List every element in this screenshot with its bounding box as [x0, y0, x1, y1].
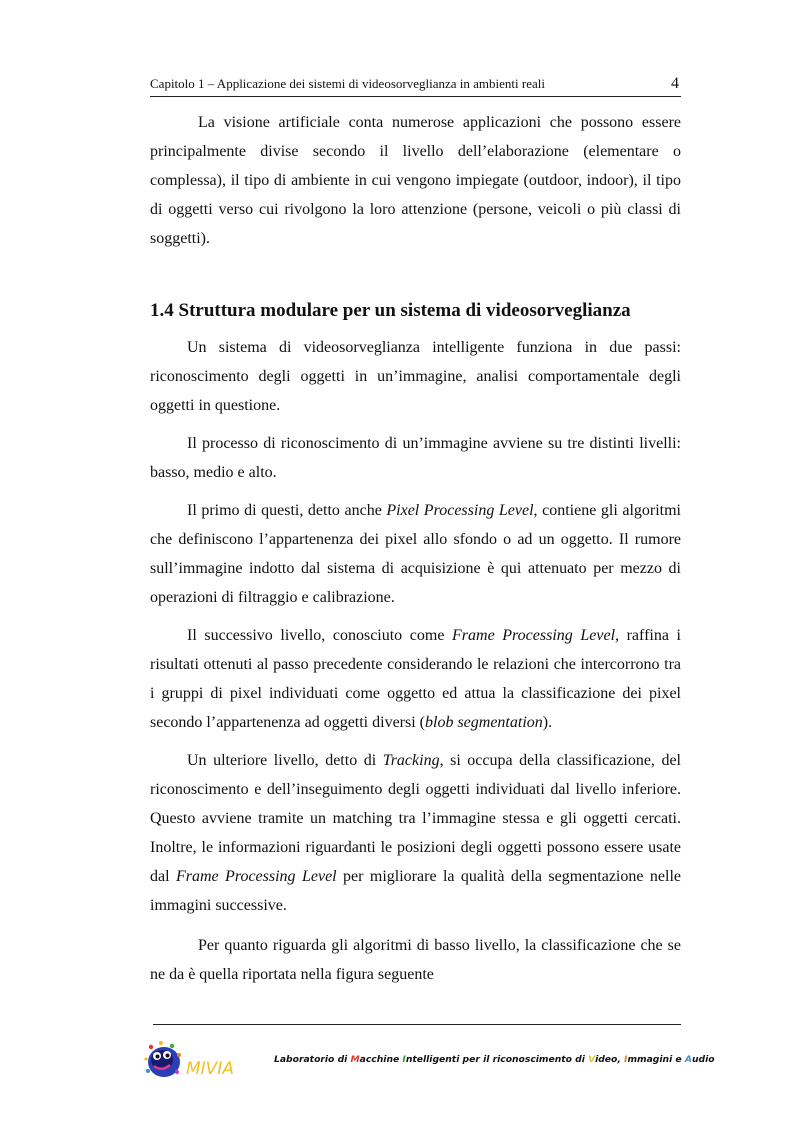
text-run: Il primo di questi, detto anche	[187, 502, 387, 519]
text-run: Il successivo livello, conosciuto come	[187, 627, 453, 644]
paragraph-two-steps: Un sistema di videosorveglianza intelligente funziona in due passi: riconoscimento degli oggetti in un’immagine, analisi comportamentale degli oggetti in questione.	[150, 339, 681, 414]
mivia-logo-icon	[142, 1038, 247, 1082]
term-frame-processing-level: Frame Processing Level	[452, 627, 616, 644]
paragraph-pixel-level	[150, 496, 681, 612]
text-run: per migliorare la qualità della segmentazione nelle immagini successive.	[150, 868, 681, 914]
paragraph-frame-level	[150, 621, 681, 737]
section-heading: 1.4 Struttura modulare per un sistema di videosorveglianza	[150, 300, 631, 321]
paragraph-intro: La visione artificiale conta numerose applicazioni che possono essere principalmente divise secondo il livello dell’elaborazione (elementare o complessa), il tipo di ambiente in cui vengono impiegate (outdoor, indoor), il tipo di oggetti verso cui rivolgono la loro attenzione (persone, veicoli o più classi di soggetti).	[150, 114, 681, 247]
paragraph-tracking	[150, 746, 681, 920]
text-run: , contiene gli algoritmi che definiscono l’appartenenza dei pixel allo sfondo o ad un oggetto. Il rumore sull’immagine indotto dal sistema di acquisizione è qui attenuato per mezzo di operazioni di filtraggio e calibrazione.	[150, 502, 681, 606]
term-frame-processing-level: Frame Processing Level	[175, 868, 337, 885]
term-tracking: Tracking	[382, 752, 440, 769]
page-header	[150, 76, 681, 97]
mivia-logo	[142, 1038, 247, 1082]
term-blob-segmentation: blob segmentation	[425, 714, 543, 731]
laboratory-name-part: I	[402, 1054, 406, 1065]
laboratory-name-part: M	[350, 1054, 360, 1065]
text-run: ).	[542, 714, 553, 731]
term-pixel-processing-level: Pixel Processing Level	[386, 502, 534, 519]
paragraph-three-levels: Il processo di riconoscimento di un’immagine avviene su tre distinti livelli: basso, medio e alto.	[150, 435, 681, 481]
text-run: Un ulteriore livello, detto di	[187, 752, 383, 769]
laboratory-name-part: acchine	[359, 1054, 403, 1065]
chapter-title: Capitolo 1 – Applicazione dei sistemi di videosorveglianza in ambienti reali	[150, 76, 545, 91]
laboratory-name-part: Laboratorio di	[274, 1054, 351, 1065]
laboratory-name-part: udio	[691, 1054, 715, 1065]
laboratory-name	[274, 1054, 715, 1065]
logo-wordmark: MIVIA	[186, 1059, 234, 1079]
page-number: 4	[671, 75, 679, 92]
paragraph-low-level: Per quanto riguarda gli algoritmi di basso livello, la classificazione che se ne da è quella riportata nella figura seguente	[150, 937, 681, 983]
laboratory-name-part: A	[684, 1054, 692, 1065]
laboratory-name-part: ideo,	[595, 1054, 625, 1065]
laboratory-name-part: I	[624, 1054, 628, 1065]
page-body	[150, 108, 681, 989]
text-run: , raffina i risultati ottenuti al passo precedente considerando le relazioni che intercorrono tra i gruppi di pixel individuati come oggetto ed attua la classificazione dei pixel secondo l’appartenenza ad oggetti diversi (	[150, 627, 681, 731]
footer-divider	[153, 1024, 681, 1025]
laboratory-name-part: mmagini e	[627, 1054, 685, 1065]
laboratory-name-part: V	[588, 1054, 596, 1065]
laboratory-name-part: ntelligenti per il riconoscimento di	[405, 1054, 589, 1065]
text-run: , si occupa della classificazione, del riconoscimento e dell’inseguimento degli oggetti individuati dal livello inferiore. Questo avviene tramite un matching tra l’immagine stessa e gli oggetti cercati. Inoltre, le informazioni riguardanti le posizioni degli oggetti possono essere usate dal	[150, 752, 681, 885]
